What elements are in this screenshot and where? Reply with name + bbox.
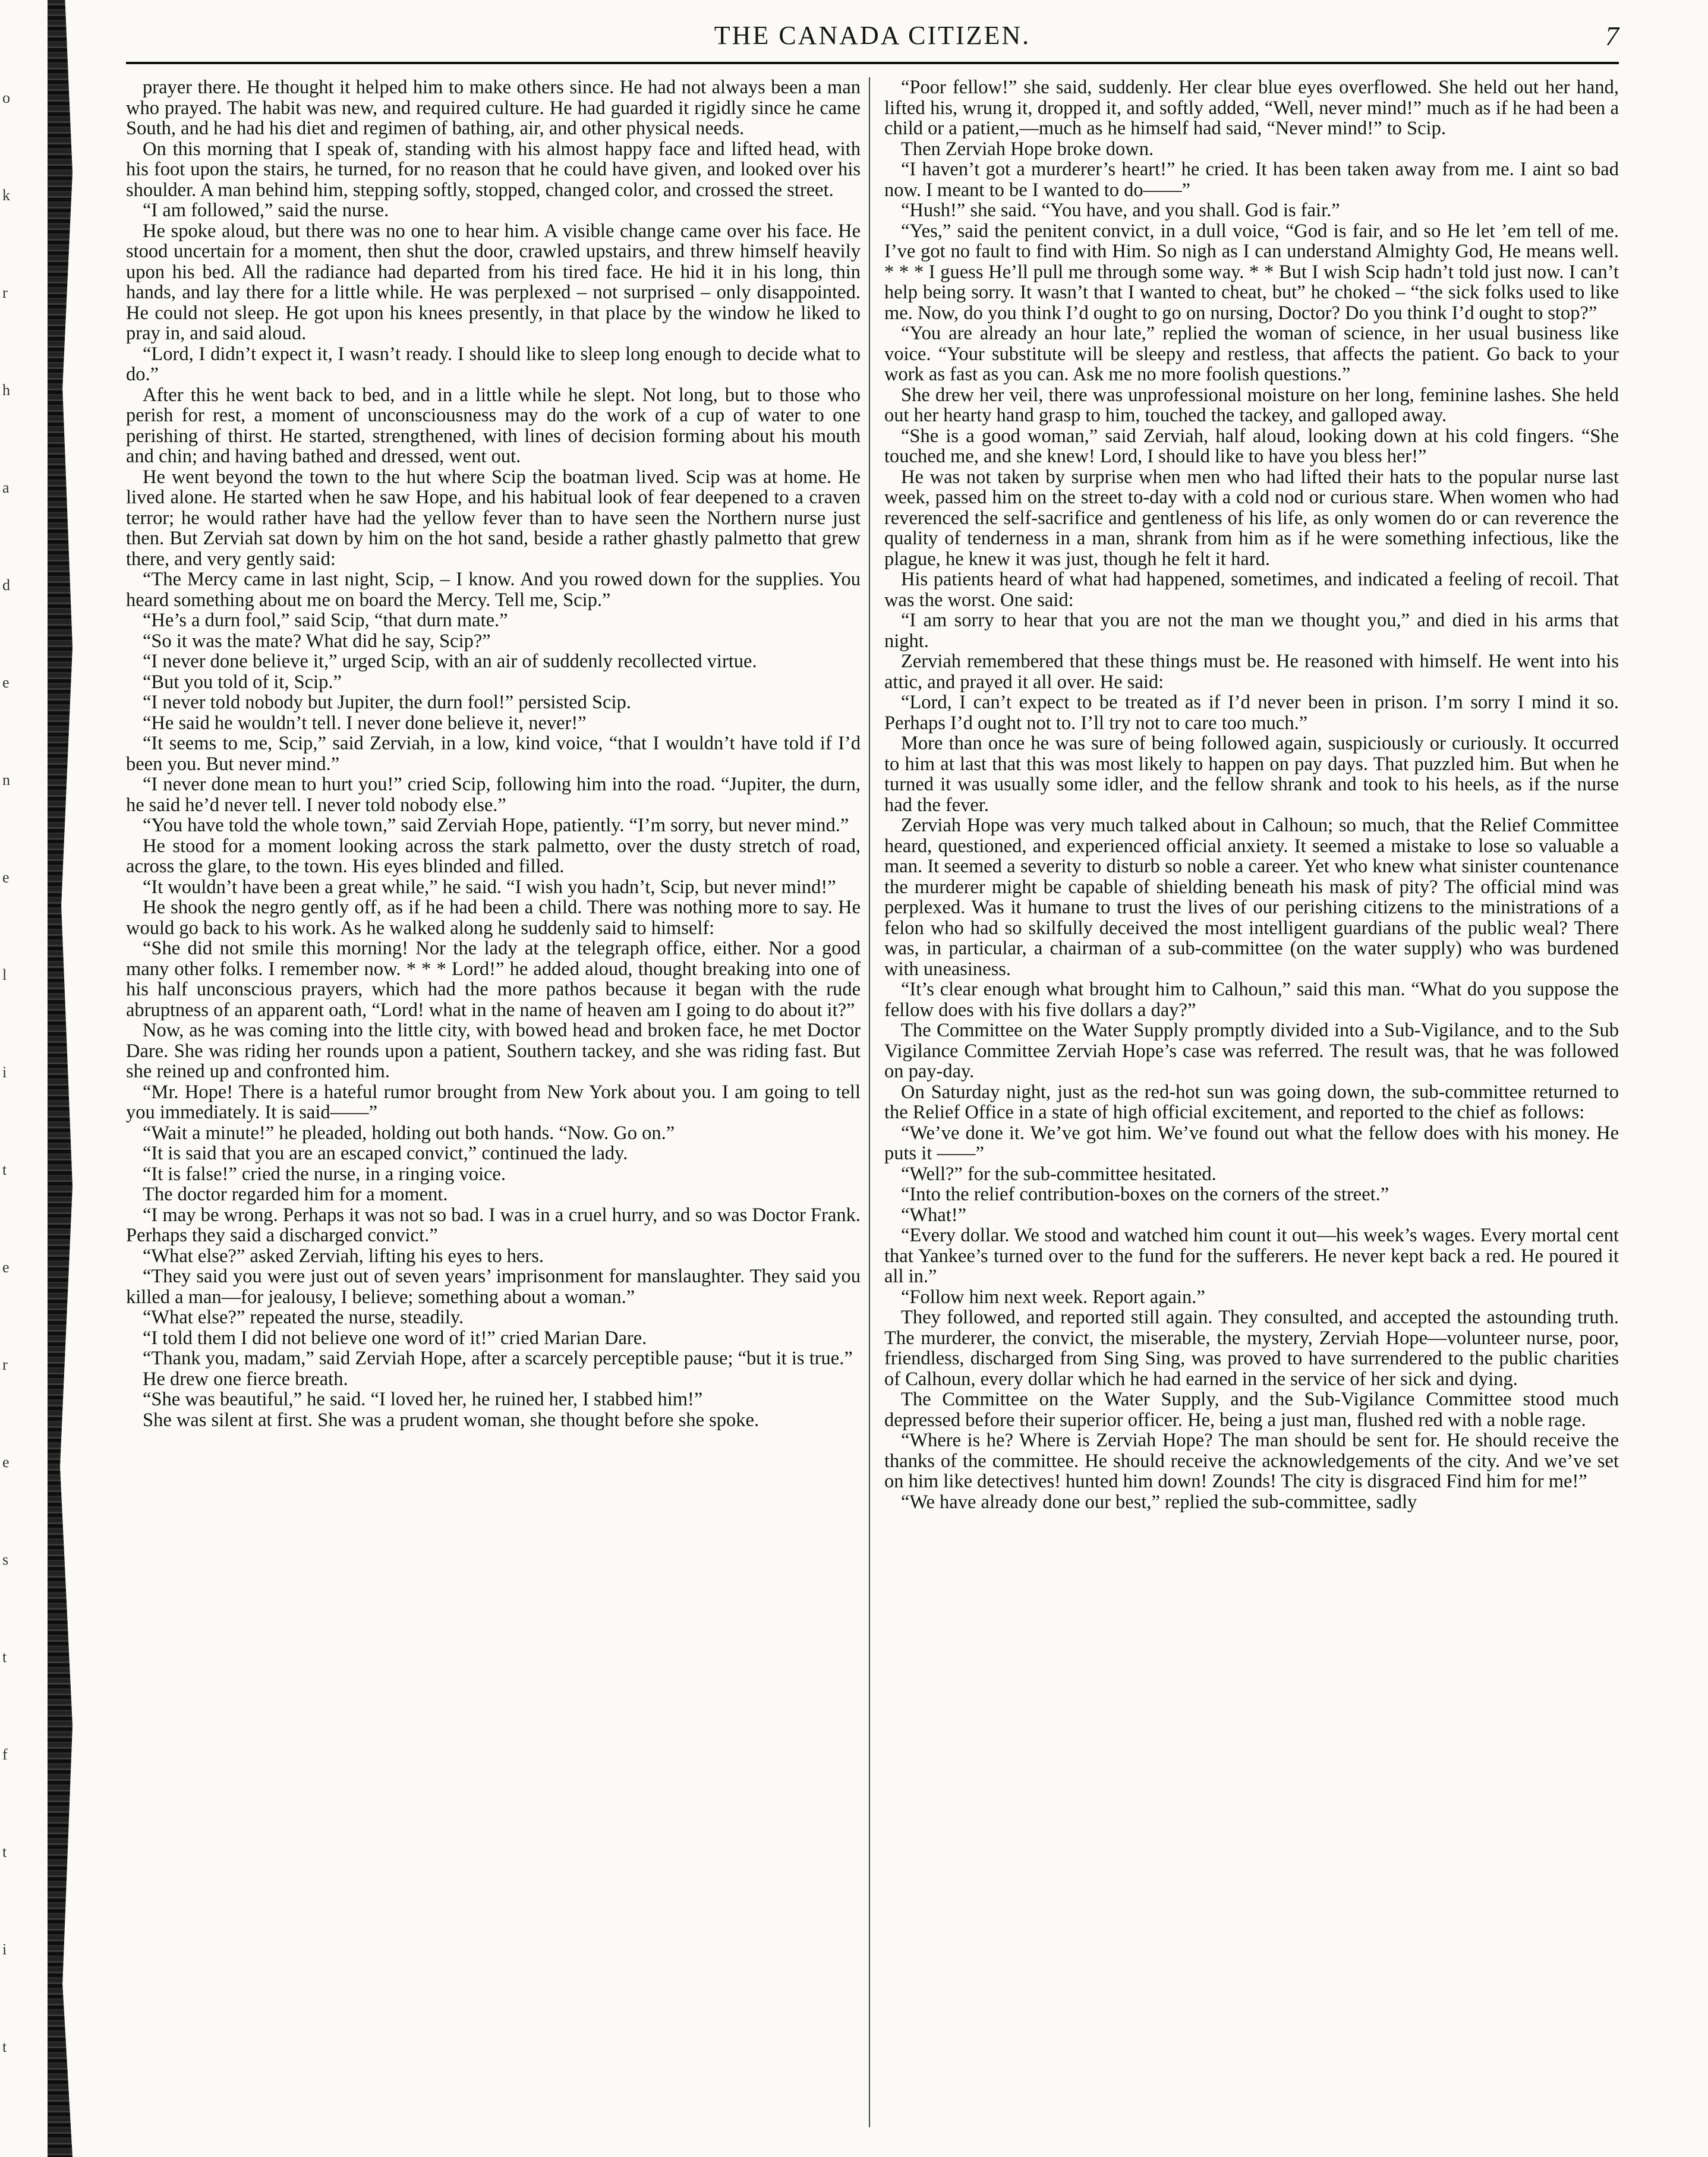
margin-fragment: t: [2, 1648, 7, 1666]
paragraph: “I told them I did not believe one word of it!” cried Marian Dare.: [143, 1327, 647, 1349]
paragraph: “It’s clear enough what brought him to Calhoun,” said this man. “What do you suppose the fellow does with his five dollars a day?”: [884, 979, 1619, 1021]
margin-fragment: a: [2, 479, 10, 496]
margin-fragment: o: [2, 89, 10, 106]
paragraph: “I am followed,” said the nurse.: [143, 200, 389, 221]
paragraph: Now, as he was coming into the little city, with bowed head and broken face, he met Doctor Dare. She was riding her rounds upon a patient, Southern tackey, and she was riding fast. But she reined up and confronted him.: [126, 1020, 861, 1082]
margin-fragment: h: [2, 381, 10, 399]
paragraph: He stood for a moment looking across the stark palmetto, over the dusty stretch of road, across the glare, to the town. His eyes blinded and filled.: [126, 835, 861, 877]
paragraph: He drew one fierce breath.: [143, 1368, 348, 1390]
margin-fragment: t: [2, 2038, 7, 2055]
paragraph: “I never done believe it,” urged Scip, with an air of suddenly recollected virtue.: [143, 651, 757, 672]
paragraph: He spoke aloud, but there was no one to hear him. A visible change came over his face. He stood uncertain for a moment, then shut the door, crawled upstairs, and threw himself heavily upon his bed. All the radiance had departed from his tired face. He hid it in his long, thin hands, and lay there for a little while. He was perplexed – not surprised – only disappointed. He could not sleep. He got upon his knees presently, in that place by the window he liked to pray in, and said aloud.: [126, 220, 861, 344]
paragraph: After this he went back to bed, and in a little while he slept. Not long, but to those who perish for rest, a moment of unconsciousness may do the work of a cup of water to one perishing of thirst. He started, strengthened, with lines of decision forming about his mouth and chin; and having bathed and dressed, went out.: [126, 384, 861, 467]
paragraph: “Every dollar. We stood and watched him count it out—his week’s wages. Every mortal cent that Yankee’s turned over to the fund for the sufferers. He never kept back a red. He poured it all in.”: [884, 1225, 1619, 1287]
margin-fragment: e: [2, 1453, 10, 1471]
paragraph: “We’ve done it. We’ve got him. We’ve found out what the fellow does with his money. He puts it ——”: [884, 1122, 1619, 1164]
header-rule: [126, 62, 1619, 64]
paragraph: “What!”: [901, 1204, 967, 1226]
paragraph: prayer there. He thought it helped him to make others since. He had not always been a man who prayed. The habit was new, and required culture. He had guarded it rigidly since he came South, and he had his diet and regimen of bathing, air, and other physical needs.: [126, 77, 861, 139]
paragraph: “It is false!” cried the nurse, in a ringing voice.: [143, 1163, 506, 1185]
margin-fragment: i: [2, 1064, 7, 1081]
paragraph: “The Mercy came in last night, Scip, – I know. And you rowed down for the supplies. You heard something about me on board the Mercy. Tell me, Scip.”: [126, 569, 861, 611]
page-number: 7: [1605, 21, 1619, 51]
margin-fragment: k: [2, 187, 10, 204]
paragraph: “Lord, I didn’t expect it, I wasn’t ready. I should like to sleep long enough to decide what to do.”: [126, 343, 861, 385]
paragraph: She was silent at first. She was a prudent woman, she thought before she spoke.: [143, 1409, 760, 1431]
paragraph: He went beyond the town to the hut where Scip the boatman lived. Scip was at home. He lived alone. He started when he saw Hope, and his habitual look of fear deepened to a craven terror; he would rather have had the yellow fever than to have seen the Northern nurse just then. But Zerviah sat down by him on the hot sand, beside a rather ghastly palmetto that grew there, and very gently said:: [126, 466, 861, 570]
paragraph: He was not taken by surprise when men who had lifted their hats to the popular nurse last week, passed him on the street to-day with a cold nod or curious stare. When women who had reverenced the self-sacrifice and gentleness of his life, as only women do or can reverence the quality of tenderness in a man, shrank from him as if he were something infectious, like the plague, he knew it was just, though he felt it hard.: [884, 466, 1619, 570]
paragraph: “Into the relief contribution-boxes on the corners of the street.”: [901, 1184, 1389, 1205]
paragraph: “They said you were just out of seven years’ imprisonment for manslaughter. They said you killed a man—for jealousy, I believe; something about a woman.”: [126, 1266, 861, 1308]
binding-edge: [48, 0, 73, 2157]
margin-fragment: f: [2, 1746, 8, 1763]
margin-fragment: t: [2, 1161, 7, 1178]
paragraph: “She did not smile this morning! Nor the lady at the telegraph office, either. Nor a good many other folks. I remember now. * * * Lord!” he added aloud, thought breaking into one of his half unconscious prayers, which had the more pathos because it began with the rude abruptness of an apparent oath, “Lord! what in the name of heaven am I going to do about it?”: [126, 938, 861, 1021]
margin-fragment: e: [2, 1259, 10, 1276]
paragraph: “I may be wrong. Perhaps it was not so bad. I was in a cruel hurry, and so was Doctor Frank. Perhaps they said a discharged convict.”: [126, 1204, 861, 1246]
paragraph: “Poor fellow!” she said, suddenly. Her clear blue eyes overflowed. She held out her hand, lifted his, wrung it, dropped it, and softly added, “Well, never mind!” much as if he had been a child or a patient,—much as he himself had said, “Never mind!” to Scip.: [884, 77, 1619, 139]
paragraph: He shook the negro gently off, as if he had been a child. There was nothing more to say. He would go back to his work. As he walked along he suddenly said to himself:: [126, 897, 861, 939]
page-header: [126, 20, 1619, 56]
paragraph: Zerviah remembered that these things must be. He reasoned with himself. He went into his attic, and prayed it all over. He said:: [884, 651, 1619, 693]
paragraph: “We have already done our best,” replied the sub-committee, sadly: [901, 1491, 1417, 1513]
paragraph: “She is a good woman,” said Zerviah, half aloud, looking down at his cold fingers. “She touched me, and she knew! Lord, I should like to have you bless her!”: [884, 425, 1619, 467]
paragraph: “So it was the mate? What did he say, Scip?”: [143, 630, 491, 652]
paragraph: “Where is he? Where is Zerviah Hope? The man should be sent for. He should receive the thanks of the committee. He should receive the acknowledgements of the city. And we’ve set on him like detectives! hunted him down! Zounds! The city is disgraced Find him for me!”: [884, 1430, 1619, 1492]
margin-fragment: d: [2, 576, 10, 594]
margin-fragment: e: [2, 869, 10, 886]
paragraph: “Follow him next week. Report again.”: [901, 1286, 1205, 1308]
paragraph: “It wouldn’t have been a great while,” he said. “I wish you hadn’t, Scip, but never mind!”: [143, 876, 836, 898]
margin-fragment: i: [2, 1941, 7, 1958]
paragraph: “You have told the whole town,” said Zerviah Hope, patiently. “I’m sorry, but never mind.”: [143, 815, 849, 836]
binding-gutter: [0, 0, 119, 2157]
paragraph: “What else?” repeated the nurse, steadily.: [143, 1307, 464, 1328]
margin-fragment: e: [2, 674, 10, 691]
paragraph: “It is said that you are an escaped convict,” continued the lady.: [143, 1143, 628, 1164]
paragraph: She drew her veil, there was unprofessional moisture on her long, feminine lashes. She held out her hearty hand grasp to him, touched the tackey, and galloped away.: [884, 384, 1619, 426]
newspaper-title: THE CANADA CITIZEN.: [714, 21, 1031, 50]
paragraph: “I am sorry to hear that you are not the man we thought you,” and died in his arms that night.: [884, 610, 1619, 652]
paragraph: “You are already an hour late,” replied the woman of science, in her usual business like voice. “Your substitute will be sleepy and restless, that affects the patient. Go back to your work as fast as you can. Ask me no more foolish questions.”: [884, 323, 1619, 385]
margin-fragment: s: [2, 1551, 9, 1568]
paragraph: The Committee on the Water Supply promptly divided into a Sub-Vigilance, and to the Sub Vigilance Committee Zerviah Hope’s case was referred. The result was, that he was followed on pay-day.: [884, 1020, 1619, 1082]
paragraph: “It seems to me, Scip,” said Zerviah, in a low, kind voice, “that I wouldn’t have told if I’d been you. But never mind.”: [126, 733, 861, 775]
paragraph: “He’s a durn fool,” said Scip, “that durn mate.”: [143, 610, 508, 631]
paragraph: “Hush!” she said. “You have, and you shall. God is fair.”: [901, 200, 1340, 221]
margin-fragment: n: [2, 771, 10, 789]
paragraph: “Mr. Hope! There is a hateful rumor brought from New York about you. I am going to tell you immediately. It is said——”: [126, 1081, 861, 1123]
margin-fragment: t: [2, 1843, 7, 1860]
paragraph: They followed, and reported still again. They consulted, and accepted the astounding truth. The murderer, the convict, the miserable, the mystery, Zerviah Hope—volunteer nurse, poor, friendless, discharged from Sing Sing, was proved to have surrendered to the public charities of Calhoun, every dollar which he had earned in the service of her sick and dying.: [884, 1307, 1619, 1390]
right-column: [884, 77, 1619, 2127]
paragraph: “What else?” asked Zerviah, lifting his eyes to hers.: [143, 1245, 544, 1267]
paragraph: On this morning that I speak of, standing with his almost happy face and lifted head, with his foot upon the stairs, he turned, for no reason that he could have given, and looked over his shoulder. A man behind him, stepping softly, stopped, changed color, and crossed the street.: [126, 138, 861, 201]
paragraph: His patients heard of what had happened, sometimes, and indicated a feeling of recoil. That was the worst. One said:: [884, 569, 1619, 611]
margin-fragment: r: [2, 284, 8, 301]
paragraph: “I never told nobody but Jupiter, the durn fool!” persisted Scip.: [143, 692, 631, 713]
paragraph: “I never done mean to hurt you!” cried Scip, following him into the road. “Jupiter, the durn, he said he’d never tell. I never told nobody else.”: [126, 774, 861, 816]
paragraph: The doctor regarded him for a moment.: [143, 1184, 448, 1205]
left-column: [126, 77, 861, 2127]
paragraph: “He said he wouldn’t tell. I never done believe it, never!”: [143, 712, 587, 734]
paragraph: “I haven’t got a murderer’s heart!” he cried. It has been taken away from me. I aint so bad now. I meant to be I wanted to do——”: [884, 159, 1619, 201]
paragraph: “Yes,” said the penitent convict, in a dull voice, “God is fair, and so He let ’em tell of me. I’ve got no fault to find with Him. So nigh as I can understand Almighty God, He means well. * * * I guess He’ll pull me through some way. * * But I wish Scip hadn’t told just now. I can’t help being sorry. It wasn’t that I wanted to cheat, but” he choked – “the sick folks used to like me. Now, do you think I’d ought to go on nursing, Doctor? Do you think I’d ought to stop?”: [884, 220, 1619, 324]
margin-fragment: r: [2, 1356, 8, 1373]
paragraph: “Well?” for the sub-committee hesitated.: [901, 1163, 1217, 1185]
paragraph: On Saturday night, just as the red-hot sun was going down, the sub-committee returned to the Relief Office in a state of high official excitement, and reported to the chief as follows:: [884, 1081, 1619, 1123]
paragraph: The Committee on the Water Supply, and the Sub-Vigilance Committee stood much depressed before their superior officer. He, being a just man, flushed red with a noble rage.: [884, 1389, 1619, 1431]
paragraph: Zerviah Hope was very much talked about in Calhoun; so much, that the Relief Committee heard, questioned, and experienced official anxiety. It seemed a mistake to lose so valuable a man. It seemed a severity to disturb so noble a career. Yet who knew what sinister countenance the murderer might be capable of shielding beneath his mask of pity? The official mind was perplexed. Was it humane to trust the lives of our perishing citizens to the ministrations of a felon who had so skilfully deceived the most intelligent guardians of the public weal? There was, in particular, a chairman of a sub-committee (on the water supply) who was burdened with uneasiness.: [884, 815, 1619, 980]
paragraph: “Thank you, madam,” said Zerviah Hope, after a scarcely perceptible pause; “but it is true.”: [143, 1348, 853, 1369]
paragraph: “Wait a minute!” he pleaded, holding out both hands. “Now. Go on.”: [143, 1122, 675, 1144]
paragraph: Then Zerviah Hope broke down.: [901, 138, 1154, 160]
column-divider: [869, 77, 870, 2127]
paragraph: “Lord, I can’t expect to be treated as if I’d never been in prison. I’m sorry I mind it so. Perhaps I’d ought not to. I’ll try not to care too much.”: [884, 692, 1619, 734]
paragraph: “She was beautiful,” he said. “I loved her, he ruined her, I stabbed him!”: [143, 1389, 703, 1410]
paragraph: “But you told of it, Scip.”: [143, 671, 342, 693]
margin-fragment: l: [2, 966, 7, 983]
paragraph: More than once he was sure of being followed again, suspiciously or curiously. It occurred to him at last that this was most likely to happen on pay days. That puzzled him. But when he turned it was usually some idler, and the fellow shrank and took to his heels, as if the nurse had the fever.: [884, 733, 1619, 816]
